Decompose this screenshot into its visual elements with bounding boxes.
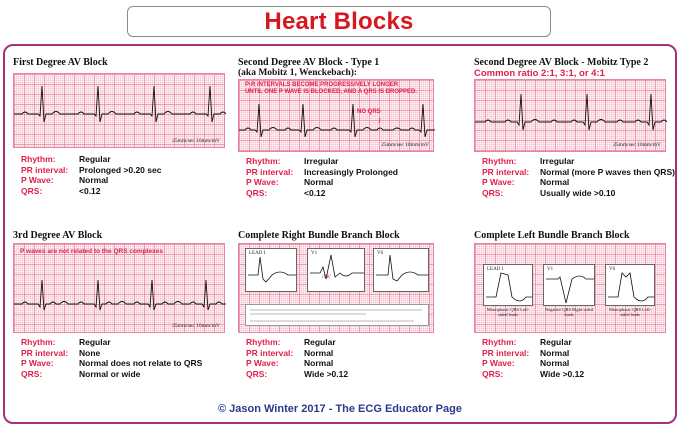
qrs-label: QRS: (21, 185, 43, 196)
pr-label: PR interval: (21, 347, 69, 358)
paper-speed: 25mm/sec 10mm/mV (381, 142, 429, 148)
rhythm-label: Rhythm: (21, 154, 56, 164)
rhythm-label: Rhythm: (482, 337, 517, 347)
qrs-value: Usually wide >0.10 (540, 187, 616, 198)
rhythm-value: Regular (79, 337, 111, 347)
pwave-label: P Wave: (246, 177, 279, 187)
lead-trace (374, 249, 430, 293)
pwave-label: P Wave: (482, 358, 515, 368)
rhythm-label: Rhythm: (482, 156, 517, 166)
ecg-strip (238, 243, 434, 333)
qrs-label: QRS: (482, 368, 504, 379)
pr-value: Normal (304, 347, 334, 358)
pwave-value: Normal does not relate to QRS (79, 358, 203, 368)
pr-label: PR interval: (21, 164, 69, 175)
title-banner (127, 6, 551, 37)
qrs-label: QRS: (482, 187, 504, 198)
pwave-value: Normal (304, 358, 334, 368)
rhythm-label: Rhythm: (21, 337, 56, 347)
pr-value: None (79, 347, 101, 358)
lead-label: V1 (547, 267, 554, 272)
rsr-label: rSR' (322, 275, 331, 280)
lead-v6-box (605, 264, 655, 317)
rhythm-label: Rhythm: (246, 337, 281, 347)
info-table (482, 156, 675, 198)
ratio-note: Common ratio 2:1, 3:1, or 4:1 (474, 68, 605, 79)
info-table (246, 337, 348, 379)
info-table (482, 337, 584, 379)
panel-subtitle: (aka Mobitz 1, Wenckebach): (238, 68, 358, 78)
lead-i-box (483, 264, 533, 317)
lead-label: LEAD I (487, 267, 504, 272)
lead-i-box (245, 248, 297, 292)
pwave-label: P Wave: (21, 358, 54, 368)
lead-v6-box (373, 248, 429, 292)
lead-trace (606, 265, 656, 307)
info-table (21, 154, 161, 196)
lead-trace (544, 265, 596, 307)
rhythm-value: Regular (304, 337, 336, 347)
pwave-value: Normal (540, 177, 570, 187)
pr-value: Increasingly Prolonged (304, 166, 398, 177)
qrs-value: <0.12 (304, 187, 326, 198)
rhythm-value: Irregular (540, 156, 575, 166)
pwave-label: P Wave: (482, 177, 515, 187)
pr-label: PR interval: (246, 166, 294, 177)
pr-value: Normal (540, 347, 570, 358)
paper-speed: 25mm/sec 10mm/mV (172, 323, 220, 329)
panel-title: First Degree AV Block (13, 57, 108, 68)
qrs-value: <0.12 (79, 185, 101, 196)
lead-trace (246, 249, 298, 293)
info-table (246, 156, 398, 198)
lead-label: LEAD I (249, 251, 266, 256)
strip-note: P-R INTERVALS BECOME PROGRESSIVELY LONGER UNTIL ONE P WAVE IS BLOCKED, AND A QRS IS DROPPED. (245, 82, 418, 95)
rbbb-explanation-box (245, 304, 429, 326)
ecg-strip (13, 243, 225, 333)
pwave-value: Normal (304, 177, 334, 187)
panel-title: 3rd Degree AV Block (13, 230, 103, 241)
explanation-lines (246, 305, 430, 327)
lead-caption: Monophasic QRS Left-sided leads (608, 307, 652, 317)
info-table (21, 337, 202, 379)
panel-lbbb (474, 230, 672, 390)
ecg-strip (474, 79, 666, 152)
pwave-label: P Wave: (246, 358, 279, 368)
paper-speed: 25mm/sec 10mm/mV (172, 138, 220, 144)
lead-v1-box (543, 264, 595, 317)
panel-title: Complete Left Bundle Branch Block (474, 230, 630, 241)
lead-trace (308, 249, 366, 293)
ecg-trace (14, 244, 226, 334)
page-title: Heart Blocks (264, 7, 414, 35)
panel-title: Second Degree AV Block - Mobitz Type 2 (474, 57, 649, 68)
rhythm-label: Rhythm: (246, 156, 281, 166)
lead-trace (484, 265, 534, 307)
ecg-strip (474, 243, 666, 333)
qrs-label: QRS: (246, 187, 268, 198)
ecg-strip (238, 79, 434, 152)
pr-label: PR interval: (482, 347, 530, 358)
qrs-value: Wide >0.12 (304, 368, 349, 379)
panel-first-degree (13, 57, 228, 207)
lead-label: V1 (311, 251, 318, 256)
pr-label: PR interval: (482, 166, 530, 177)
pwave-value: Normal (540, 358, 570, 368)
pwave-label: P Wave: (21, 175, 54, 185)
pr-value: Normal (more P waves then QRS) (540, 166, 675, 177)
lead-caption: Monophasic QRS Left-sided leads (486, 307, 530, 317)
qrs-value: Normal or wide (79, 368, 141, 379)
qrs-label: QRS: (246, 368, 268, 379)
no-qrs-note: NO QRS (357, 109, 381, 115)
lead-label: V6 (609, 267, 616, 272)
pr-value: Prolonged >0.20 sec (79, 164, 162, 175)
rhythm-value: Regular (79, 154, 111, 164)
paper-speed: 25mm/sec 10mm/mV (613, 142, 661, 148)
pr-label: PR interval: (246, 347, 294, 358)
lead-v1-box (307, 248, 365, 292)
qrs-value: Wide >0.12 (540, 368, 585, 379)
panel-second-degree-mobitz2 (474, 57, 675, 207)
lead-caption: Negative QRS Right-sided leads (544, 307, 594, 317)
rhythm-value: Irregular (304, 156, 339, 166)
ecg-strip (13, 73, 225, 148)
qrs-label: QRS: (21, 368, 43, 379)
strip-note: P waves are not related to the QRS complexes (20, 248, 163, 255)
footer-credit: © Jason Winter 2017 - The ECG Educator Page (218, 403, 462, 415)
rhythm-value: Regular (540, 337, 572, 347)
panel-third-degree (13, 230, 228, 390)
panel-rbbb (238, 230, 438, 390)
panel-title: Second Degree AV Block - Type 1 (238, 57, 380, 68)
panel-second-degree-type1 (238, 57, 438, 207)
panel-title: Complete Right Bundle Branch Block (238, 230, 400, 241)
pwave-value: Normal (79, 175, 109, 185)
lead-label: V6 (377, 251, 384, 256)
